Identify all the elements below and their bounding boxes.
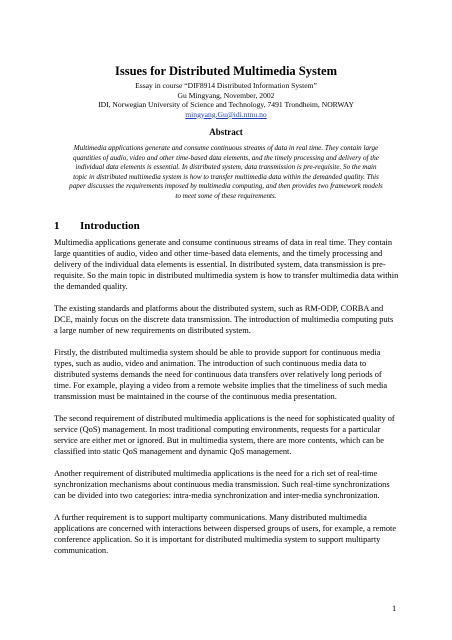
paragraph: The existing standards and platforms about the distributed system, such as RM-ODP, CORBA and DCE, mainly focus on the discrete data transmission. The introduction of multimedia computing puts a large number of new requirements on distributed system. bbox=[54, 304, 394, 335]
section-title: Introduction bbox=[80, 220, 140, 232]
page-number: 1 bbox=[392, 604, 397, 613]
email-link[interactable]: mingyang.Gu@idi.ntnu.no bbox=[185, 109, 267, 119]
course-line: Essay in course “DIF8914 Distributed Information System” bbox=[135, 81, 317, 90]
section-number: 1 bbox=[54, 220, 60, 232]
paragraph: Multimedia applications generate and consume continuous streams of data in real time. They contain large quantities of audio, video and other time-based data elements, and the timely processing and delivery of the individual data elements is essential. In distributed system, data transmission is pre-requisite. So the main topic in distributed multimedia system is how to transfer multimedia data within the demanded quality. bbox=[54, 238, 399, 291]
section-body bbox=[54, 237, 399, 567]
paper-title: Issues for Distributed Multimedia System bbox=[115, 64, 337, 78]
paragraph: Another requirement of distributed multimedia applications is the need for a rich set of real-time synchronization mechanisms about continuous media transmission. Such real-time synchronizations can be divided into two categories: intra-media synchronization and inter-media synchronization. bbox=[54, 469, 390, 500]
affiliation-line: IDI, Norwegian University of Science and Technology, 7491 Trondheim, NORWAY bbox=[98, 100, 354, 110]
paper-metadata bbox=[0, 81, 452, 119]
paragraph: The second requirement of distributed multimedia applications is the need for sophisticated quality of service (QoS) management. In most traditional computing environments, requests for a particular service are either met or ignored. But in multimedia system, there are more contents, which can be classified into static QoS management and dynamic QoS management. bbox=[54, 414, 395, 456]
section-heading bbox=[54, 220, 140, 233]
paragraph: Firstly, the distributed multimedia system should be able to provide support for continuous media types, such as audio, video and animation. The introduction of such continuous media data to distributed systems demands the need for continuous data transfers over relatively long periods of time. For example, playing a video from a remote website implies that the timeliness of such media transmission must be maintained in the course of the continuous media presentation. bbox=[54, 348, 388, 401]
author-date-line: Gu Mingyang, November, 2002 bbox=[177, 90, 275, 100]
paragraph: A further requirement is to support multiparty communications. Many distributed multimedia applications are concerned with interactions between dispersed groups of users, for example, a remote conference application. So it is important for distributed multimedia system to support multiparty communication. bbox=[54, 513, 397, 555]
abstract-text: Multimedia applications generate and consume continuous streams of data in real time. They contain large quantities of audio, video and other time-based data elements, and the timely processing and delivery of the individual data elements is essential. In distributed system, data transmission is pre-requisite. So the main topic in distributed multimedia system is how to transfer multimedia data within the demanded quality. This paper discusses the requirements imposed by multimedia computing, and then provides two framework models to meet some of these requirements. bbox=[69, 144, 383, 200]
abstract-heading: Abstract bbox=[209, 127, 243, 137]
